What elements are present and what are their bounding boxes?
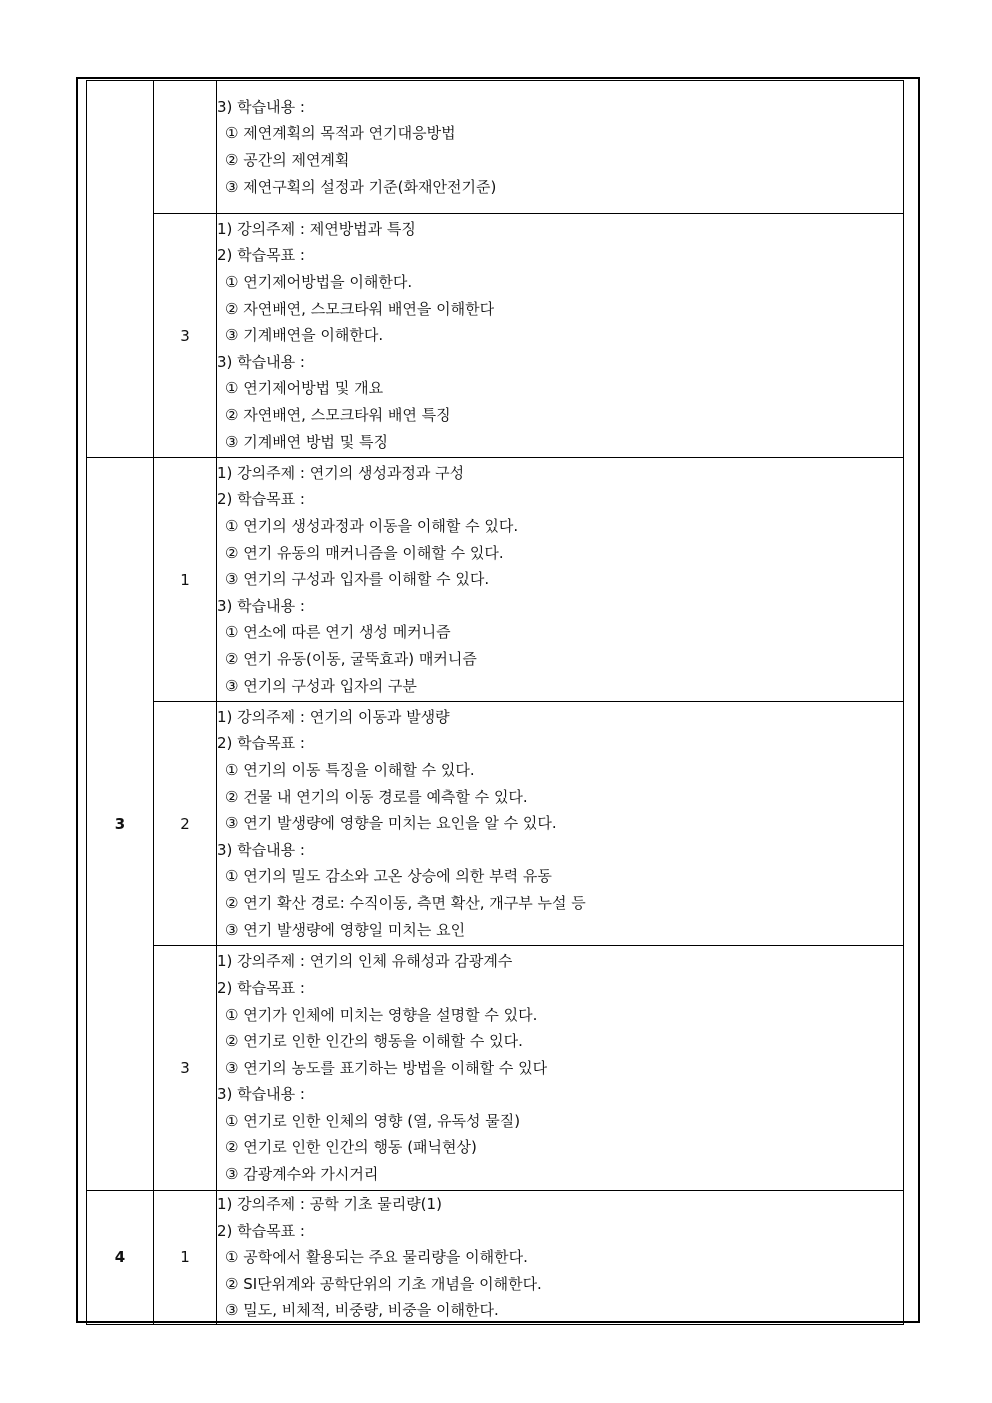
content-item: ① 연기제어방법을 이해한다. [225, 273, 413, 292]
session-cell: 3 [154, 946, 217, 1191]
content-heading: 3) 학습내용 : [217, 596, 305, 615]
content-item: ② 연기로 인한 인간의 행동 (패닉현상) [225, 1138, 477, 1157]
content-heading: 1) 강의주제 : 공학 기초 물리량(1) [217, 1195, 442, 1213]
content-heading: 1) 강의주제 : 연기의 인체 유해성과 감광계수 [217, 952, 513, 971]
session-cell: 3 [154, 214, 217, 458]
table-row [87, 214, 904, 458]
session-cell: 1 [154, 458, 217, 702]
content-item: ① 공학에서 활용되는 주요 물리량을 이해한다. [225, 1248, 528, 1267]
week-cell [87, 81, 154, 458]
content-item: ③ 기계배연 방법 및 특징 [225, 432, 388, 451]
content-cell [217, 458, 904, 702]
table-row [87, 458, 904, 702]
content-item: ③ 연기 발생량에 영향일 미치는 요인 [225, 920, 466, 939]
content-heading: 3) 학습내용 : [217, 1085, 305, 1104]
content-item: ③ 연기의 구성과 입자의 구분 [225, 676, 417, 695]
table-row [87, 946, 904, 1191]
content-item: ② 자연배연, 스모크타워 배연 특징 [225, 405, 451, 424]
content-heading: 1) 강의주제 : 연기의 생성과정과 구성 [217, 463, 465, 482]
table-row [87, 702, 904, 946]
content-item: ② SI단위계와 공학단위의 기초 개념을 이해한다. [225, 1274, 542, 1293]
content-item: ③ 연기의 농도를 표기하는 방법을 이해할 수 있다 [225, 1058, 548, 1077]
week-cell: 4 [87, 1191, 154, 1325]
content-cell [217, 214, 904, 458]
content-item: ① 연기의 생성과정과 이동을 이해할 수 있다. [225, 517, 519, 536]
content-item: ① 연기가 인체에 미치는 영향을 설명할 수 있다. [225, 1005, 538, 1024]
content-item: ① 연기의 밀도 감소와 고온 상승에 의한 부력 유동 [225, 867, 552, 886]
content-cell [217, 946, 904, 1191]
content-heading: 2) 학습목표 : [217, 246, 305, 265]
content-item: ① 제연계획의 목적과 연기대응방법 [225, 124, 456, 143]
content-item: ② 연기로 인한 인간의 행동을 이해할 수 있다. [225, 1032, 523, 1051]
table-row [87, 1191, 904, 1325]
content-heading: 1) 강의주제 : 연기의 이동과 발생량 [217, 707, 450, 726]
content-item: ① 연기제어방법 및 개요 [225, 379, 384, 398]
table-row [87, 81, 904, 214]
content-item: ③ 제연구획의 설정과 기준(화재안전기준) [225, 177, 497, 196]
content-heading: 2) 학습목표 : [217, 978, 305, 997]
content-item: ② 연기 유동의 매커니즘을 이해할 수 있다. [225, 543, 504, 562]
content-cell [217, 1191, 904, 1325]
content-heading: 2) 학습목표 : [217, 734, 305, 753]
content-heading: 2) 학습목표 : [217, 490, 305, 509]
content-cell [217, 81, 904, 214]
content-heading: 3) 학습내용 : [217, 97, 305, 116]
content-item: ② 연기 확산 경로: 수직이동, 측면 확산, 개구부 누설 등 [225, 893, 586, 912]
content-item: ② 연기 유동(이동, 굴뚝효과) 매커니즘 [225, 649, 477, 668]
content-item: ③ 연기의 구성과 입자를 이해할 수 있다. [225, 570, 490, 589]
content-heading: 1) 강의주제 : 제연방법과 특징 [217, 219, 416, 238]
content-item: ③ 기계배연을 이해한다. [225, 326, 384, 345]
content-heading: 3) 학습내용 : [217, 352, 305, 371]
session-cell: 2 [154, 702, 217, 946]
content-item: ① 연소에 따른 연기 생성 메커니즘 [225, 623, 451, 642]
content-item: ② 자연배연, 스모크타워 배연을 이해한다 [225, 299, 495, 318]
content-heading: 3) 학습내용 : [217, 840, 305, 859]
content-item: ③ 감광계수와 가시거리 [225, 1165, 379, 1184]
week-cell: 3 [87, 458, 154, 1191]
content-item: ② 건물 내 연기의 이동 경로를 예측할 수 있다. [225, 787, 528, 806]
content-item: ③ 연기 발생량에 영향을 미치는 요인을 알 수 있다. [225, 814, 557, 833]
content-item: ① 연기의 이동 특징을 이해할 수 있다. [225, 761, 475, 780]
content-cell [217, 702, 904, 946]
content-item: ① 연기로 인한 인체의 영향 (열, 유독성 물질) [225, 1111, 521, 1130]
session-cell [154, 81, 217, 214]
content-heading: 2) 학습목표 : [217, 1221, 305, 1240]
content-item: ③ 밀도, 비체적, 비중량, 비중을 이해한다. [225, 1301, 499, 1320]
content-item: ② 공간의 제연계획 [225, 151, 350, 169]
syllabus-table [86, 80, 904, 1325]
session-cell: 1 [154, 1191, 217, 1325]
